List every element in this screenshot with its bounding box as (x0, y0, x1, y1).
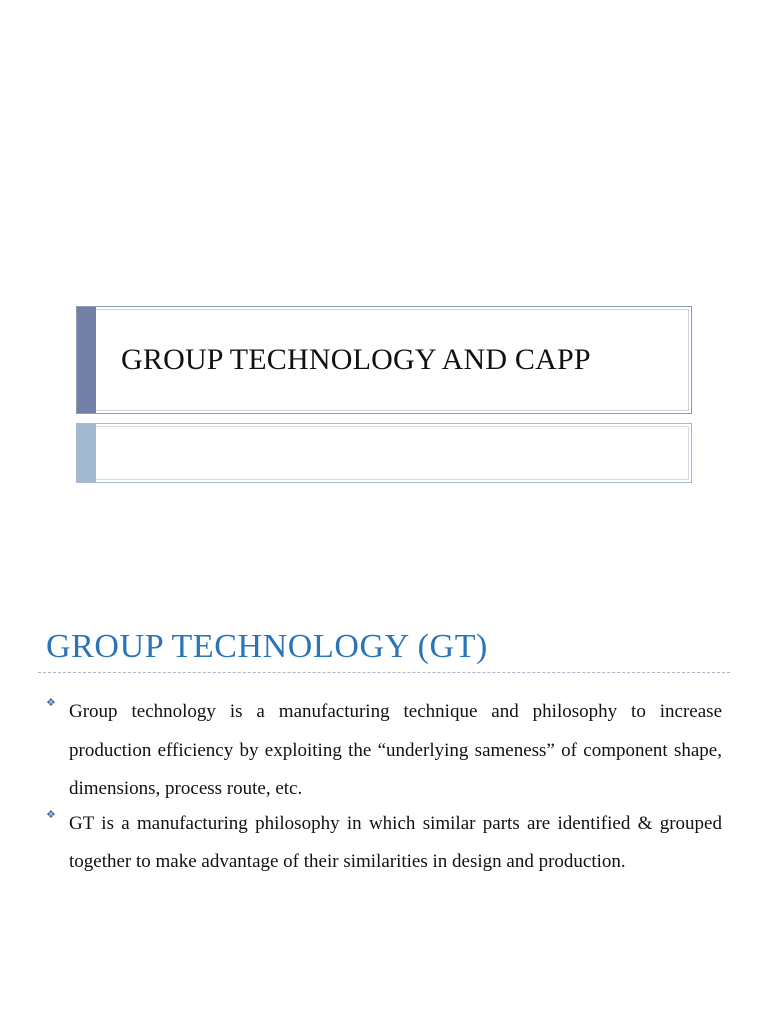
diamond-bullet-icon: ❖ (46, 696, 56, 709)
subtitle-box (76, 423, 692, 483)
subtitle-accent-bar (77, 424, 96, 482)
bullet-item (46, 693, 722, 809)
content-slide (0, 576, 768, 1024)
title-box (76, 306, 692, 414)
title-divider (38, 672, 730, 673)
bullet-text: GT is a manufacturing philosophy in which similar parts are identified & grouped together to make advantage of their similarities in design and production. (69, 812, 722, 872)
bullet-list (46, 696, 722, 888)
content-slide-title: GROUP TECHNOLOGY (GT) (46, 628, 488, 665)
bullet-text: Group technology is a manufacturing technique and philosophy to increase production efficiency by exploiting the “underlying sameness” of component shape, dimensions, process route, etc. (69, 701, 722, 799)
bullet-item (46, 805, 722, 882)
slide-title: GROUP TECHNOLOGY AND CAPP (121, 343, 591, 376)
title-accent-bar (77, 307, 96, 413)
diamond-bullet-icon: ❖ (46, 807, 56, 821)
